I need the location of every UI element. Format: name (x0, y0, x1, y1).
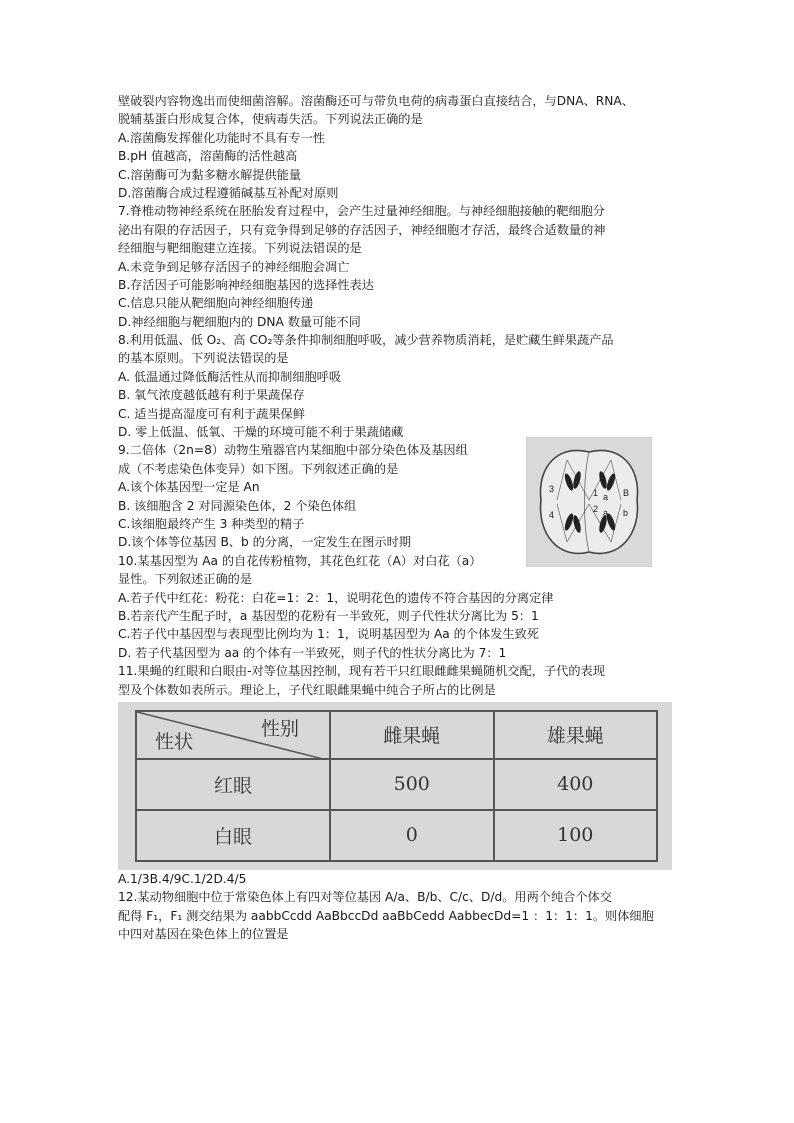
trait-cell: 红眼 (136, 759, 330, 810)
cell-division-figure (526, 437, 652, 567)
fig-label-a2: a (603, 508, 609, 519)
text-line: C.信息只能从靶细胞向神经细胞传递 (118, 296, 314, 311)
text-line: 显性。下列叙述正确的是 (118, 572, 253, 587)
text-line: B.若亲代产生配子时，a 基因型的花粉有一半致死，则子代性状分离比为 5：1 (118, 608, 539, 623)
male-count: 100 (494, 810, 658, 861)
text-line: B. 氧气浓度越低越有利于果蔬保存 (118, 388, 305, 403)
col-male-header: 雄果蝇 (494, 711, 658, 759)
text-line: C.若子代中基因型与表现型比例均为 1：1，说明基因型为 Aa 的个体发生致死 (118, 627, 539, 642)
text-line: B.存活因子可能影响神经细胞基因的选择性表达 (118, 277, 374, 292)
document-page (118, 92, 678, 943)
text-line: 经细胞与靶细胞建立连接。下列说法错误的是 (118, 241, 362, 256)
fig-label-3: 3 (549, 484, 555, 495)
text-line: A.该个体基因型一定是 An (118, 480, 260, 495)
trait-cell: 白眼 (136, 810, 330, 861)
fig-label-b: b (623, 508, 629, 519)
fig-label-1: 1 (593, 488, 599, 499)
header-trait: 性状 (155, 730, 194, 753)
text-line: 壁破裂内容物逸出而使细菌溶解。溶菌酶还可与带负电荷的病毒蛋白直接结合，与DNA、RNA、 (118, 94, 634, 108)
table-row (136, 810, 657, 861)
text-line: D.溶菌酶合成过程遵循碱基互补配对原则 (118, 185, 339, 200)
text-line: 8.利用低温、低 O₂、高 CO₂等条件抑制细胞呼吸，减少营养物质消耗，是贮藏生鲜果蔬产品 (118, 333, 614, 348)
text-line: 10.某基因型为 Aa 的自花传粉植物，其花色红花（A）对白花（a） (118, 553, 482, 568)
fig-label-2: 2 (593, 504, 599, 515)
male-count: 400 (494, 759, 658, 810)
text-line: 11.果蝇的红眼和白眼由-对等位基因控制，现有若干只红眼雌雌果蝇随机交配，子代的表现 (118, 664, 605, 679)
question-6-8-block (118, 92, 678, 441)
text-line: D. 若子代基因型为 aa 的个体有一半致死，则子代的性状分离比为 7：1 (118, 645, 507, 660)
text-line: B. 该细胞含 2 对同源染色体，2 个染色体组 (118, 498, 357, 513)
table-diagonal-header (136, 711, 330, 759)
female-count: 0 (330, 810, 494, 861)
fruit-fly-table-photo (118, 702, 672, 870)
text-line: D.神经细胞与靶细胞内的 DNA 数量可能不同 (118, 314, 361, 329)
text-line: 7.脊椎动物神经系统在胚胎发育过程中，会产生过量神经细胞。与神经细胞接触的靶细胞分 (118, 204, 605, 219)
text-line: C. 适当提高湿度可有利于蔬果保鲜 (118, 406, 305, 421)
text-line: 12.某动物细胞中位于常染色体上有四对等位基因 A/a、B/b、C/c、D/d。用两个纯合个体交 (118, 890, 612, 905)
text-line: A.溶菌酶发挥催化功能时不具有专一性 (118, 130, 325, 145)
header-sex: 性别 (260, 717, 299, 740)
cell-diagram-svg (527, 438, 651, 566)
text-line: 型及个体数如表所示。理论上，子代红眼雌果蝇中纯合子所占的比例是 (118, 682, 496, 697)
question-11-12-block (118, 870, 678, 944)
fig-label-a1: a (603, 492, 609, 503)
fruit-fly-table (135, 710, 658, 862)
fig-label-B: B (623, 488, 630, 499)
table-row (136, 759, 657, 810)
question-9-10-block (118, 441, 678, 588)
text-line: D.该个体等位基因 B、b 的分离，一定发生在图示时期 (118, 535, 412, 550)
text-line: 9.二倍体（2n=8）动物生殖器官内某细胞中部分染色体及基因组 (118, 443, 468, 458)
col-female-header: 雌果蝇 (330, 711, 494, 759)
text-line: 成（不考虑染色体变异）如下图。下列叙述正确的是 (118, 461, 399, 476)
text-line: A.1/3B.4/9C.1/2D.4/5 (118, 871, 247, 886)
text-line: 中四对基因在染色体上的位置是 (118, 927, 289, 942)
text-line: A.未竞争到足够存活因子的神经细胞会凋亡 (118, 259, 350, 274)
text-line: B.pH 值越高，溶菌酶的活性越高 (118, 149, 298, 164)
text-line: C.该细胞最终产生 3 种类型的精子 (118, 516, 305, 531)
text-line: C.溶菌酶可为黏多糖水解提供能量 (118, 167, 302, 182)
text-line: A.若子代中红花：粉花：白花=1：2：1，说明花色的遗传不符合基因的分离定律 (118, 590, 554, 605)
text-line: 脱辅基蛋白形成复合体，使病毒失活。下列说法正确的是 (118, 112, 423, 127)
text-line: 配得 F₁，F₁ 测交结果为 aabbCcdd AaBbccDd aaBbCedd AabbecDd=1 ：1：1：1。则体细胞 (118, 908, 654, 923)
text-line: 的基本原则。下列说法错误的是 (118, 351, 289, 366)
fig-label-4: 4 (549, 510, 555, 521)
text-line: 泌出有限的存活因子，只有竞争得到足够的存活因子，神经细胞才存活，最终合适数量的神 (118, 222, 606, 237)
question-10-11-block (118, 589, 678, 699)
female-count: 500 (330, 759, 494, 810)
text-line: D. 零上低温、低氧、干燥的环境可能不利于果蔬储藏 (118, 425, 404, 440)
text-line: A. 低温通过降低酶活性从而抑制细胞呼吸 (118, 369, 342, 384)
